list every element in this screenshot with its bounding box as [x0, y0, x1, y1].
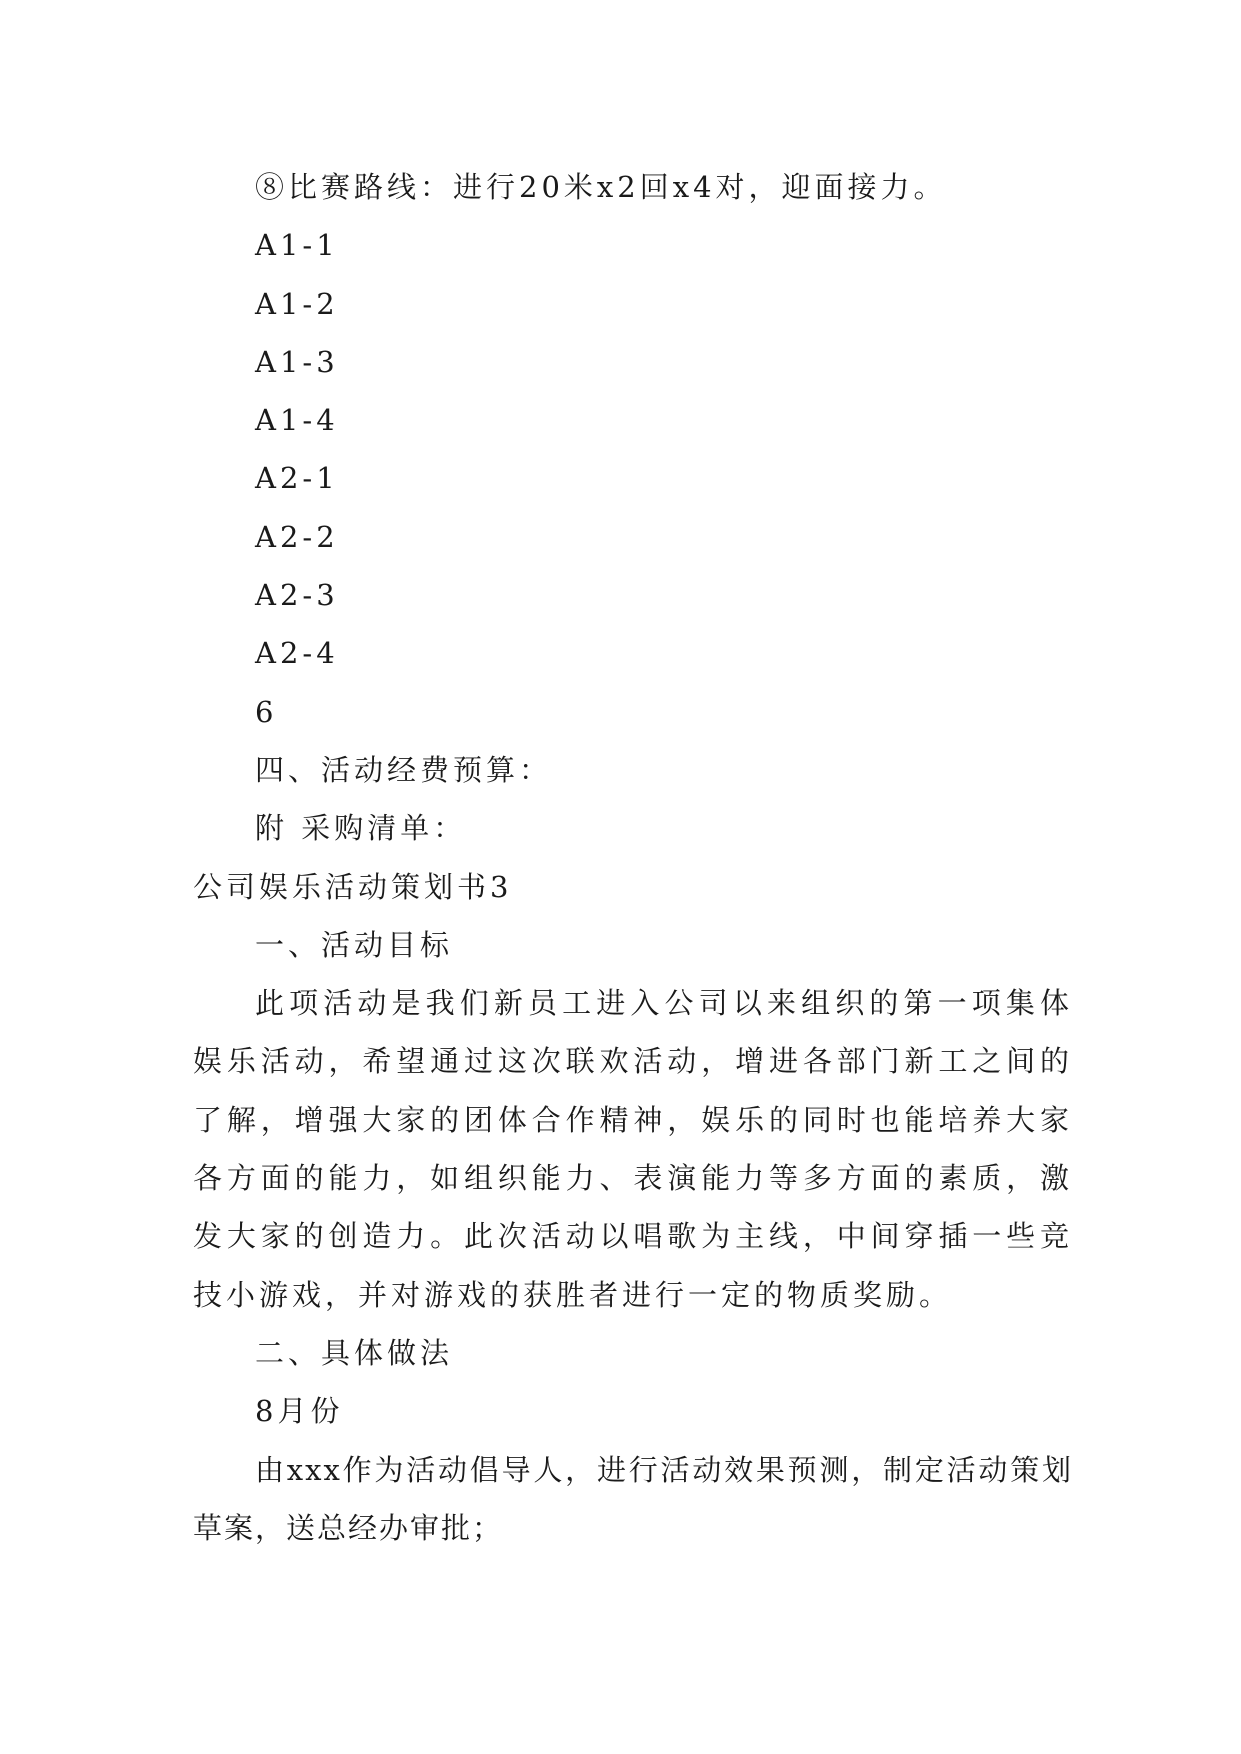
section-title: 公司娱乐活动策划书3	[193, 869, 513, 904]
goal-heading: 一、活动目标	[255, 927, 454, 962]
goal-paragraph: 此项活动是我们新员工进入公司以来组织的第一项集体娱乐活动，希望通过这次联欢活动，增进各部门新工之间的了解，增强大家的团体合作精神，娱乐的同时也能培养大家各方面的能力，如组织能力、表演能力等多方面的素质，激发大家的创造力。此次活动以唱歌为主线，中间穿插一些竞技小游戏，并对游戏的获胜者进行一定的物质奖励。	[193, 986, 1073, 1312]
list-item: A2-4	[255, 636, 339, 671]
race-route-line: ⑧比赛路线：进行20米x2回x4对，迎面接力。	[255, 170, 947, 204]
list-item: A1-2	[255, 286, 339, 321]
budget-heading: 四、活动经费预算：	[255, 752, 553, 787]
method-paragraph: 由xxx作为活动倡导人，进行活动效果预测，制定活动策划草案，送总经办审批；	[193, 1452, 1073, 1545]
list-item: A2-2	[255, 519, 339, 554]
list-item: 6	[255, 694, 278, 729]
list-item: A1-1	[255, 228, 339, 263]
list-item: A2-1	[255, 461, 339, 496]
list-item: A1-3	[255, 344, 339, 379]
purchase-list-line: 附 采购清单：	[255, 811, 467, 846]
method-heading: 二、具体做法	[255, 1335, 454, 1370]
month-line: 8月份	[255, 1394, 344, 1429]
list-item: A1-4	[255, 403, 339, 438]
document-body	[193, 158, 1073, 1557]
list-item: A2-3	[255, 578, 339, 613]
